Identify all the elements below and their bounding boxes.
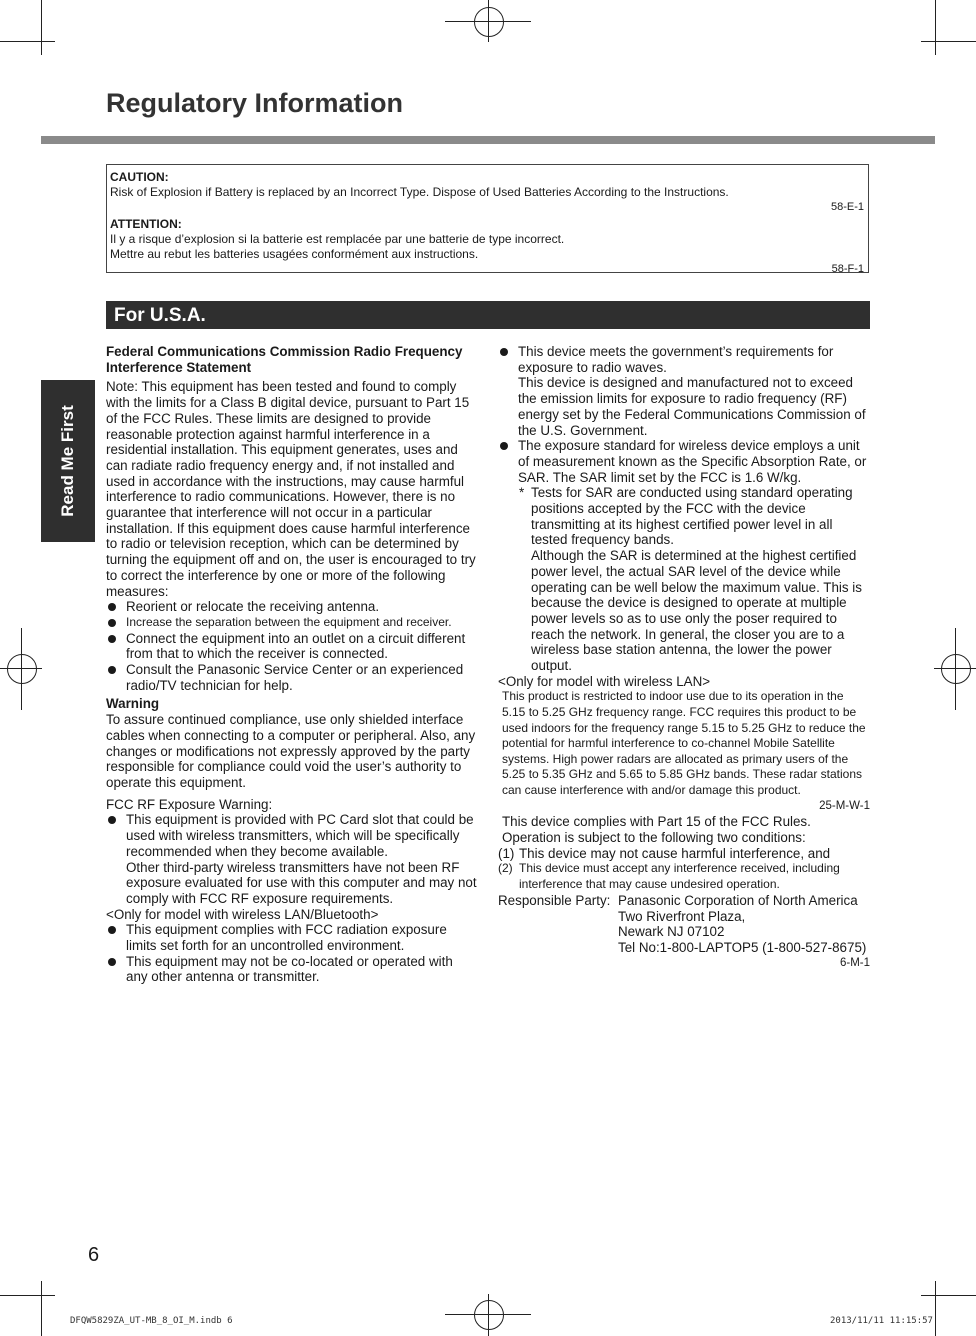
list-item [498,438,870,485]
bullet-icon [108,666,116,674]
footnote [498,485,870,548]
page-number: 6 [88,1244,100,1266]
list-item-text: Reorient or relocate the receiving antenna. [126,599,380,615]
side-tab-label: Read Me First [58,405,77,517]
list-item [106,631,478,662]
caution-heading: CAUTION: [110,170,169,184]
condition-number: (2) [498,861,513,876]
registration-mark [474,7,504,37]
caution-code: 58-E-1 [830,201,864,213]
bullet-icon [108,816,116,824]
asterisk: * [519,485,525,501]
responsible-party-line: Newark NJ 07102 [618,924,725,940]
responsible-party-line: Tel No:1-800-LAPTOP5 (1-800-527-8675) [618,939,867,955]
page-title: Regulatory Information [106,88,404,118]
crop-mark [0,1295,55,1296]
crop-mark [921,41,976,42]
rp-code: 6-M-1 [839,956,870,969]
bullet-icon [108,619,116,627]
list-item-text: Consult the Panasonic Service Center or an experienced radio/TV technician for help. [126,662,464,693]
footer-timestamp: 2013/11/11 11:15:57 [830,1316,933,1326]
attention-code: 58-F-1 [831,263,864,275]
section-heading: For U.S.A. [114,305,206,326]
section-heading-bar [106,301,870,329]
bullet-icon [108,635,116,643]
side-tab [41,380,95,542]
bullet-icon [108,958,116,966]
wlan-code: 25-M-W-1 [819,799,870,812]
footer-file-info: DFQW5829ZA_UT-MB_8_OI_M.indb 6 [70,1316,233,1326]
list-item [106,954,478,985]
crop-mark [488,1294,489,1336]
bullet-icon [108,603,116,611]
rf-bullet-extra: Other third-party wireless transmitters have not been RF exposure evaluated for use with this computer and may not comply with FCC RF exposure requirements. [126,859,477,906]
responsible-party-label: Responsible Party: [498,892,611,908]
bullet-icon [500,442,508,450]
registration-mark [7,654,37,684]
condition-item [498,861,870,892]
crop-mark [955,628,956,710]
footnote-text: Tests for SAR are conducted using standard operating positions accepted by the FCC with the device transmitting at its highest certified power level in all tested frequency bands. [531,485,853,548]
condition-text: This device may not cause harmful interference, and [519,845,831,861]
condition-item [498,846,870,862]
list-item-text: This equipment complies with FCC radiation exposure limits set forth for an uncontrolled environment. [126,922,447,954]
crop-mark [41,0,42,55]
responsible-party-line: Two Riverfront Plaza, [618,908,746,924]
list-item [106,812,478,859]
list-item-text: The exposure standard for wireless device employs a unit of measurement known as the Specific Absorption Rate, or SAR. The SAR limit set by the FCC is 1.6 W/kg. [518,438,867,485]
crop-mark [41,1281,42,1336]
title-rule [41,136,935,144]
attention-line: Il y a risque d’explosion si la batterie est remplacée par une batterie de type incorrect. [110,232,565,246]
caution-box [106,164,869,273]
list-item [106,922,478,953]
warning-heading: Warning [106,696,160,712]
warning-text: To assure continued compliance, use only shielded interface cables when connecting to a computer or peripheral. Also, any changes or modifications not expressly approved by the party responsible for compliance could void the user’s authority to operate this equipment. [106,712,476,790]
list-item [106,599,478,615]
wlan-text: This product is restricted to indoor use due to its operation in the 5.15 to 5.25 GHz frequency range. FCC requires this product to be used indoors for the frequency range 5.15 to 5.25 GHz to reduce the potential for harmful interference to co-channel Mobile Satellite systems. High power radars are allocated as primary users of the 5.25 to 5.35 GHz and 5.65 to 5.85 GHz bands. These radar stations can cause interference with and/or damage this product. [502,689,866,798]
condition-number: (1) [498,845,515,861]
b1-extra: This device is designed and manufactured not to exceed the emission limits for exposure to radio frequency (RF) energy set by the Federal Communications Commission of the U.S. Government. [518,375,866,438]
registration-mark [474,1300,504,1330]
rf-heading: FCC RF Exposure Warning: [106,796,273,812]
wlan-note: <Only for model with wireless LAN> [498,673,711,689]
crop-mark [0,41,55,42]
crop-mark [445,1314,531,1315]
footnote-text-2: Although the SAR is determined at the highest certified power level, the actual SAR level of the device while operating can be well below the maximum value. This is because the device is designed to operate at multiple power levels so as to use only the poser required to reach the network. In general, the closer you are to a wireless base station antenna, the lower the power output. [531,548,862,674]
list-item [106,662,478,693]
part15-text: This device complies with Part 15 of the FCC Rules. Operation is subject to the following two conditions: [502,814,811,846]
crop-mark [935,1281,936,1336]
list-item-text: This device meets the government’s requirements for exposure to radio waves. [518,344,834,375]
list-item [498,344,870,375]
crop-mark [921,1295,976,1296]
crop-mark [21,628,22,710]
wlan-bt-note: <Only for model with wireless LAN/Bluetooth> [106,906,379,922]
caution-text: Risk of Explosion if Battery is replaced by an Incorrect Type. Dispose of Used Batteries According to the Instructions. [110,185,729,199]
responsible-party-line: Panasonic Corporation of North America [618,892,858,908]
condition-text: This device must accept any interference received, including interference that may cause undesired operation. [519,861,840,892]
list-item-text: This equipment is provided with PC Card slot that could be used with wireless transmitters, which will be specifically recommended when they become available. [126,812,474,859]
list-item-text: Increase the separation between the equipment and receiver. [126,614,452,629]
bullet-icon [108,926,116,934]
bullet-icon [500,348,508,356]
responsible-party [498,893,870,956]
crop-mark [445,21,531,22]
right-column [498,344,870,971]
list-item-text: This equipment may not be co-located or operated with any other antenna or transmitter. [126,953,453,985]
fcc-heading: Federal Communications Commission Radio Frequency Interference Statement [106,344,463,375]
attention-heading: ATTENTION: [110,217,182,231]
registration-mark [941,654,971,684]
fcc-note: Note: This equipment has been tested and found to comply with the limits for a Class B digital device, pursuant to Part 15 of the FCC Rules. These limits are designed to provide reasonable protection against harmful interference in a residential installation. This equipment generates, uses and can radiate radio frequency energy and, if not installed and used in accordance with the instructions, may cause harmful interference to radio communications. However, there is no guarantee that interference will not occur in a particular installation. If this equipment does cause harmful interference to radio or television reception, which can be determined by turning the equipment off and on, the user is encouraged to try to correct the interference by one or more of the following measures: [106,379,476,599]
list-item [106,615,478,631]
left-column [106,344,478,985]
attention-line: Mettre au rebut les batteries usagées conformément aux instructions. [110,247,479,261]
list-item-text: Connect the equipment into an outlet on a circuit different from that to which the receiver is connected. [126,630,466,662]
crop-mark [935,0,936,55]
